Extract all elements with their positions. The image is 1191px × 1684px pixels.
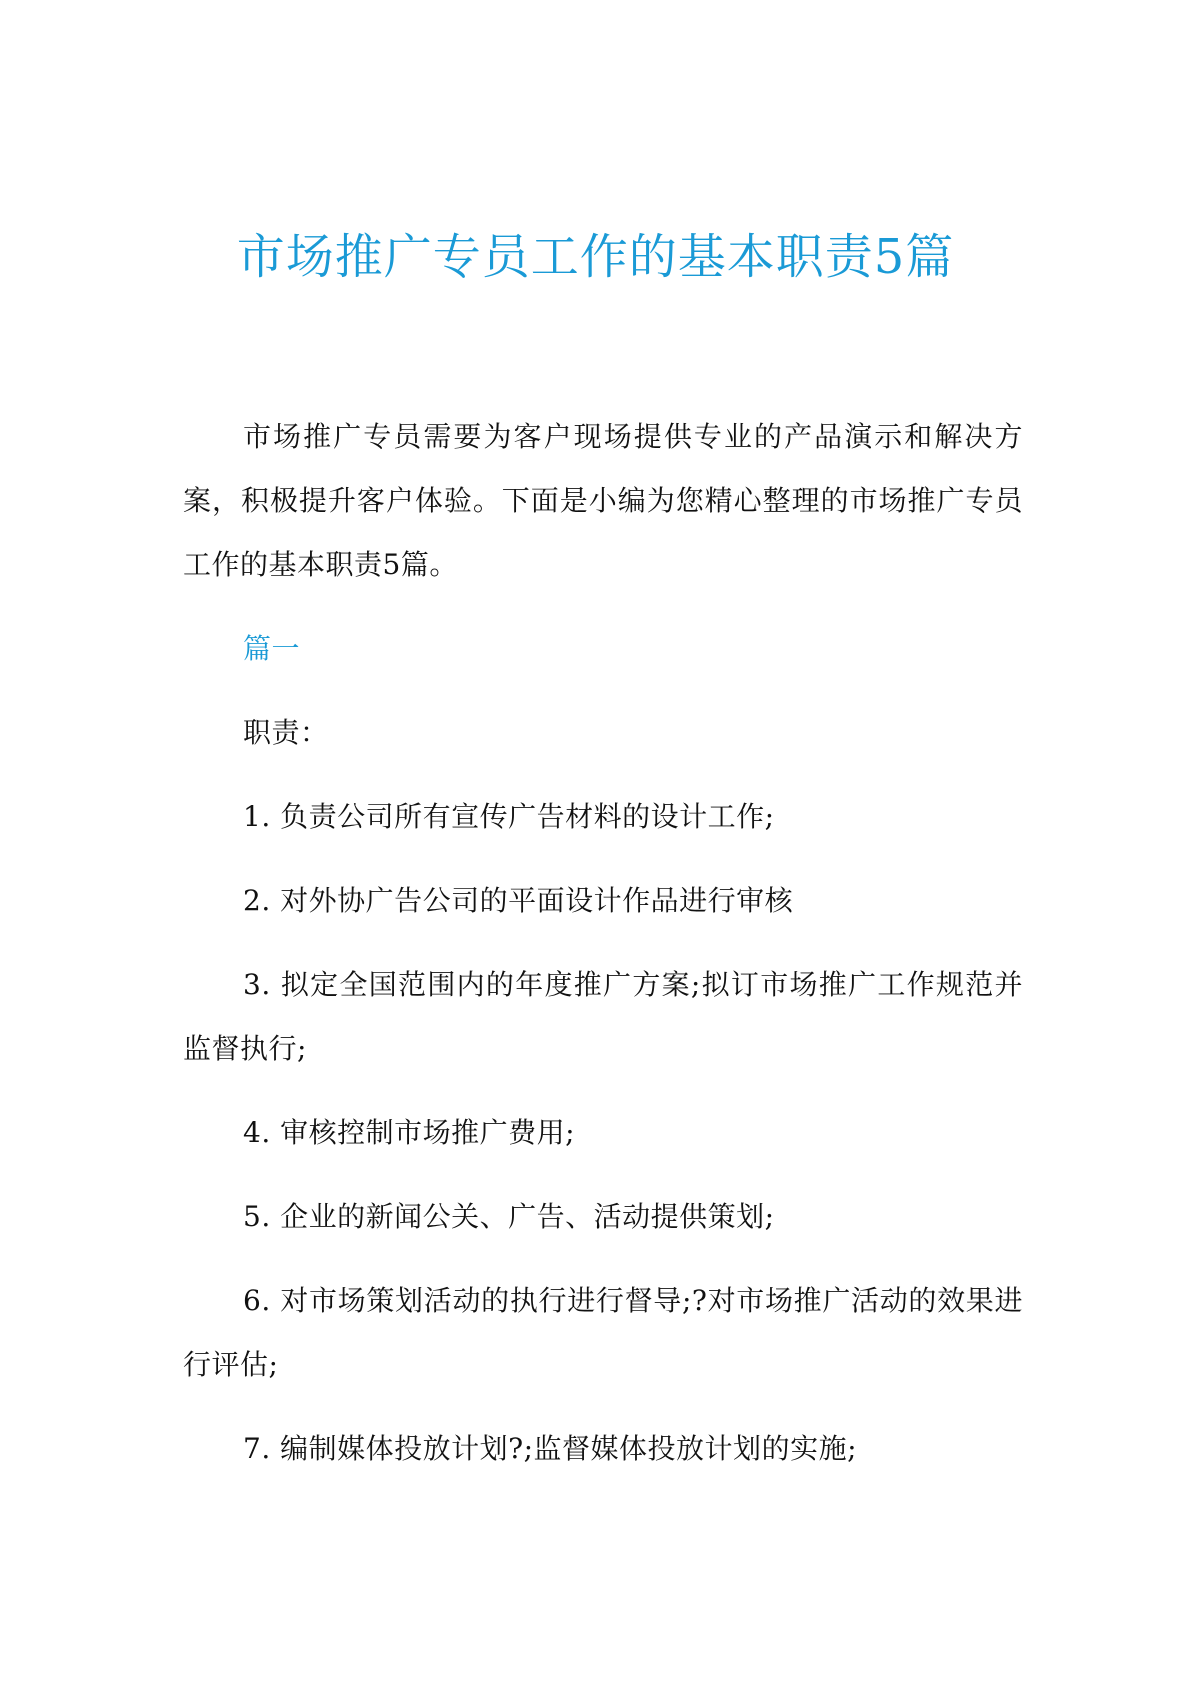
duties-label: 职责： xyxy=(243,716,329,749)
duty-item-2: 2. 对外协广告公司的平面设计作品进行审核 xyxy=(243,884,794,917)
duty-item-4: 4. 审核控制市场推广费用; xyxy=(243,1116,576,1149)
duty-item-1: 1. 负责公司所有宣传广告材料的设计工作; xyxy=(243,800,775,833)
section-heading: 篇一 xyxy=(243,632,301,665)
duty-item-7: 7. 编制媒体投放计划?;监督媒体投放计划的实施; xyxy=(243,1432,857,1465)
duty-item-5: 5. 企业的新闻公关、广告、活动提供策划; xyxy=(243,1200,775,1233)
document-title: 市场推广专员工作的基本职责5篇 xyxy=(236,229,955,285)
duty-item-6: 6. 对市场策划活动的执行进行督导;?对市场推广活动的效果进行评估; xyxy=(183,1284,1023,1381)
document-body xyxy=(183,405,1023,1501)
duty-item-3: 3. 拟定全国范围内的年度推广方案;拟订市场推广工作规范并监督执行; xyxy=(183,968,1023,1065)
intro-paragraph: 市场推广专员需要为客户现场提供专业的产品演示和解决方案，积极提升客户体验。下面是小编为您精心整理的市场推广专员工作的基本职责5篇。 xyxy=(183,420,1023,581)
